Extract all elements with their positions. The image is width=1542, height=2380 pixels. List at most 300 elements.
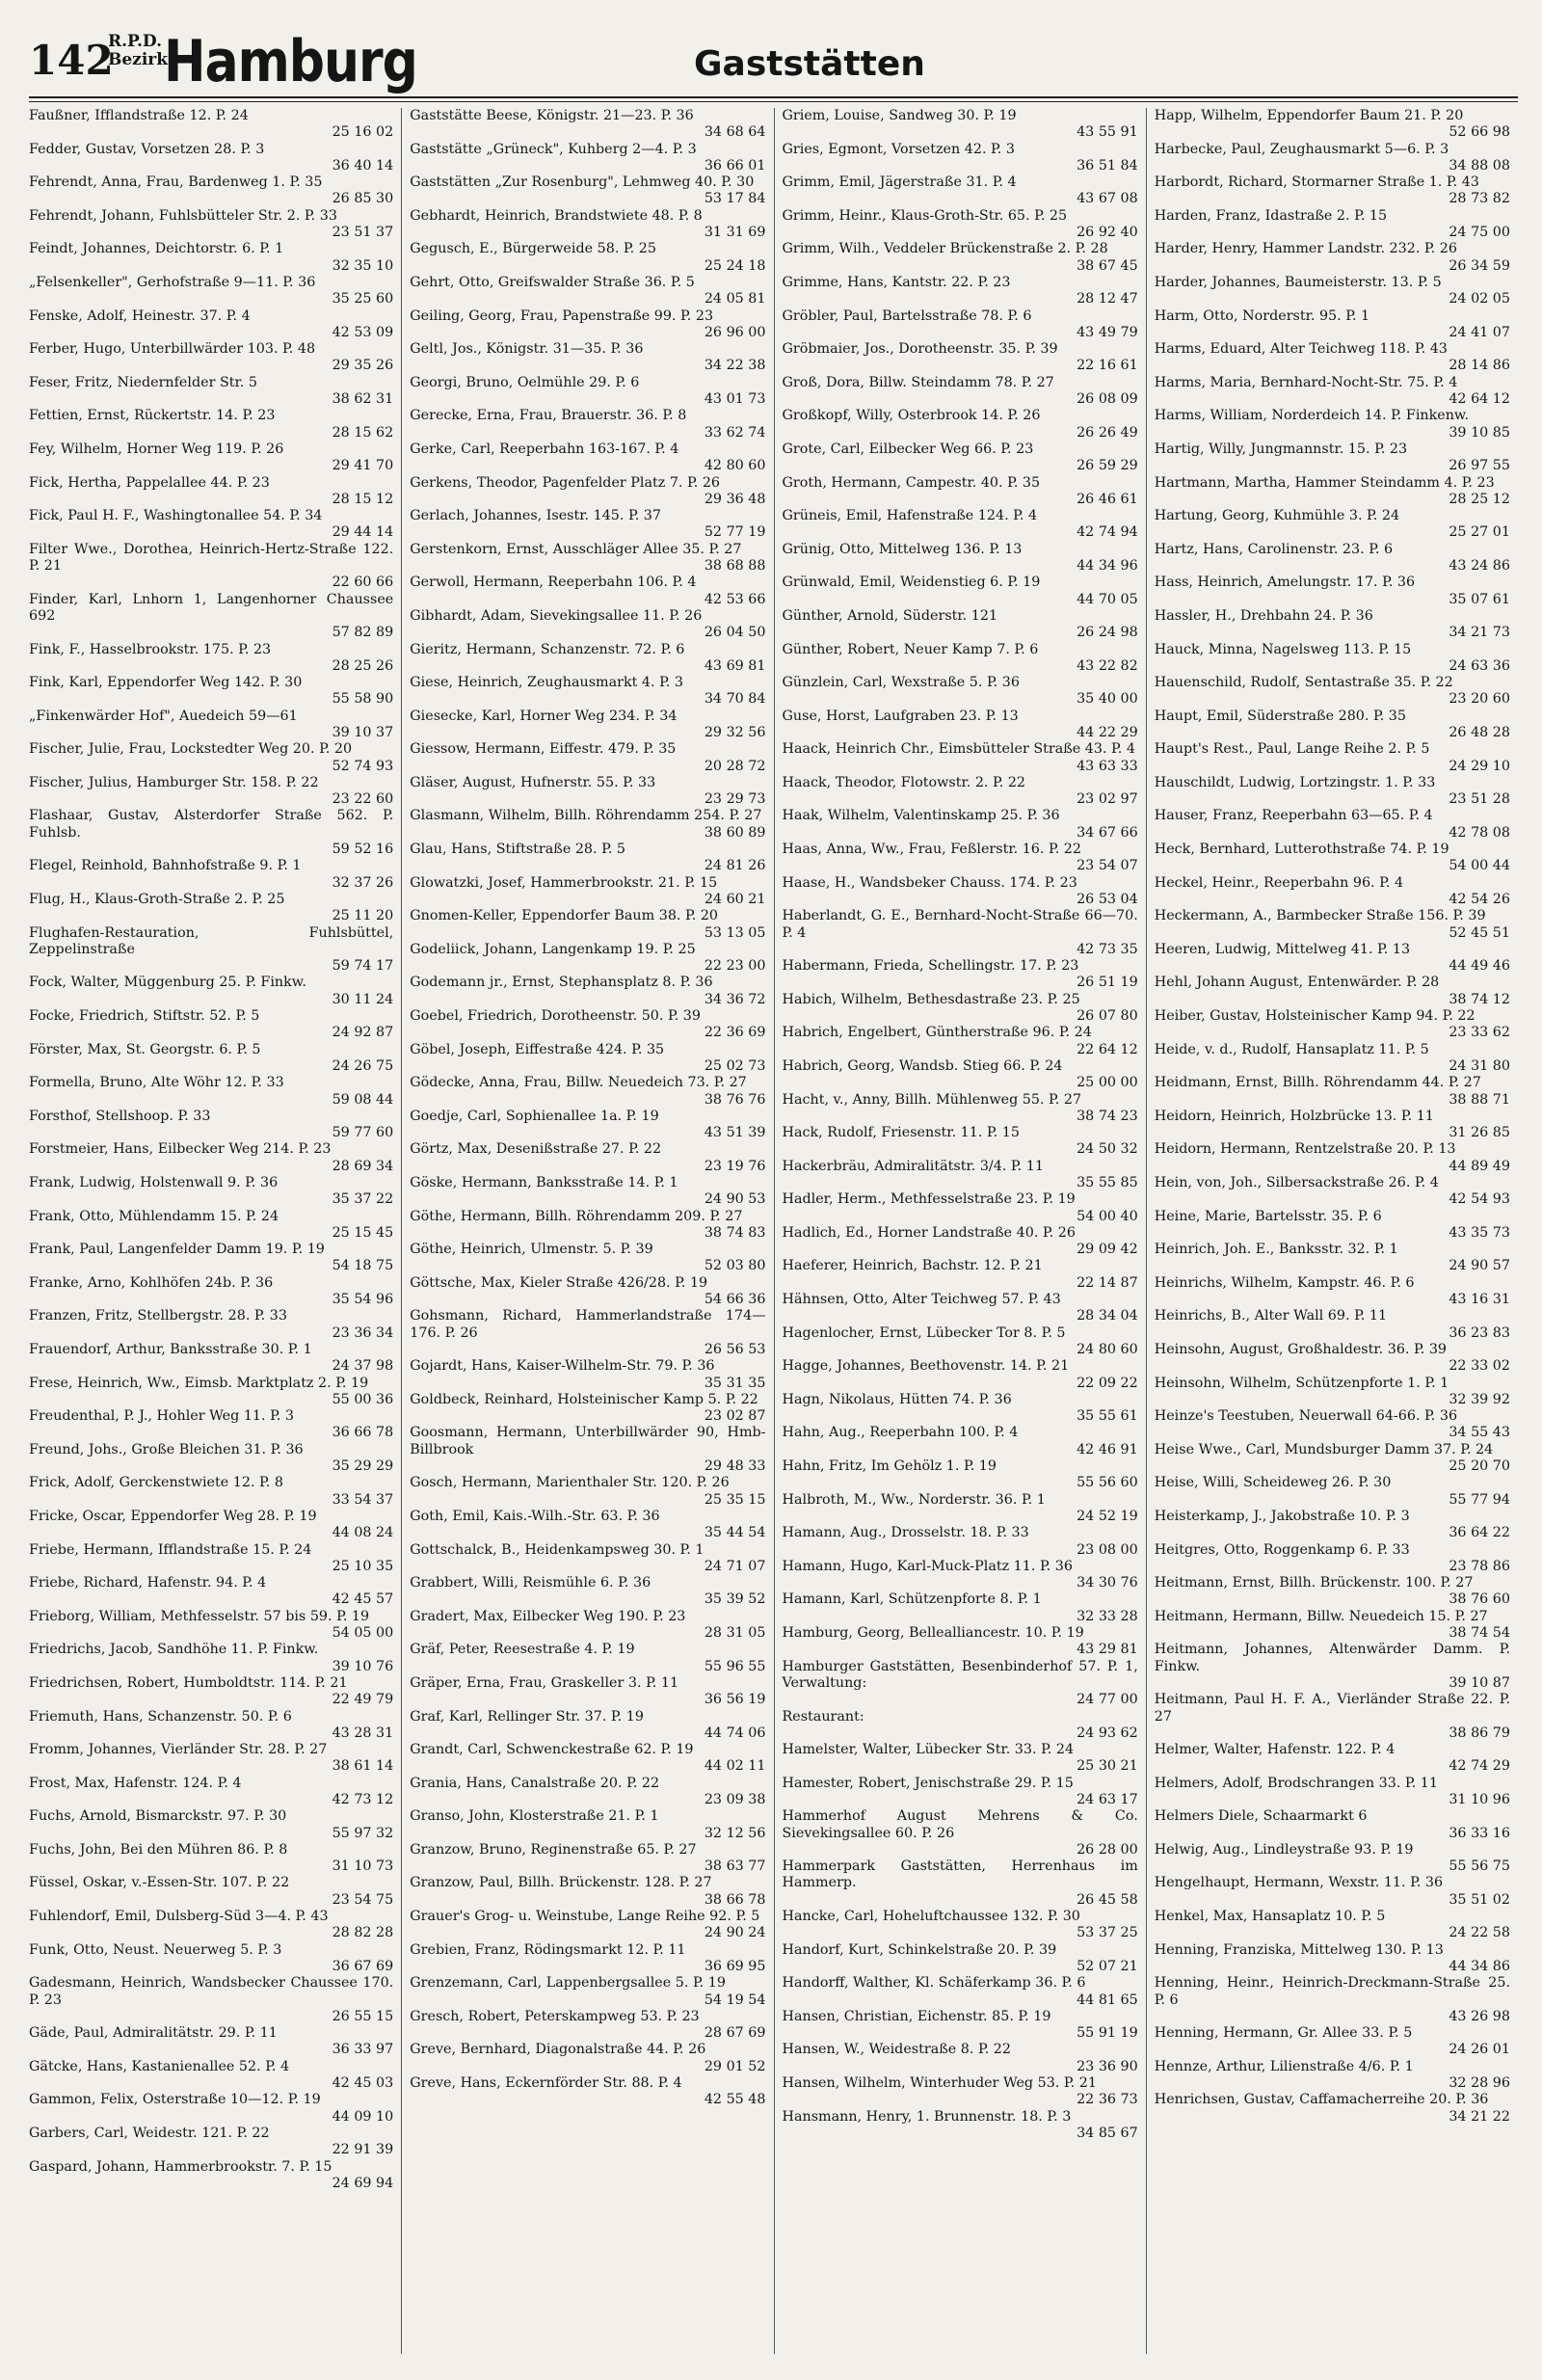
directory-entry: [410, 709, 765, 742]
directory-entry: [783, 1159, 1138, 1192]
entry-phone: 36 40 14: [332, 157, 394, 174]
directory-entry: [29, 2126, 393, 2159]
entry-phone: 31 26 85: [1449, 1125, 1510, 1141]
entry-text: Gaststätte Beese, Königstr. 21—23. P. 36: [410, 108, 694, 123]
directory-entry: [1155, 208, 1510, 242]
entry-text: Heinrichs, B., Alter Wall 69. P. 11: [1154, 1308, 1388, 1324]
entry-text: Grote, Carl, Eilbecker Weg 66. P. 23: [782, 441, 1034, 457]
directory-entry: [1155, 375, 1510, 409]
entry-phone: 43 28 31: [332, 1725, 394, 1741]
entry-phone: 22 60 66: [332, 575, 394, 591]
city-title: Hamburg: [164, 29, 417, 95]
entry-phone: 25 27 01: [1449, 524, 1510, 541]
directory-entry: [410, 1209, 765, 1243]
entry-phone: 42 45 03: [332, 2075, 394, 2092]
entry-phone: 23 22 60: [332, 791, 394, 808]
entry-text: Günzlein, Carl, Wexstraße 5. P. 36: [782, 675, 1020, 691]
directory-entry: [410, 575, 765, 608]
entry-phone: 44 34 86: [1449, 1958, 1510, 1974]
entry-phone: 59 77 60: [332, 1125, 394, 1141]
directory-entry: [410, 1575, 765, 1609]
entry-phone: 31 31 69: [704, 225, 766, 241]
directory-entry: [410, 1709, 765, 1743]
entry-text: Hauschildt, Ludwig, Lortzingstr. 1. P. 33: [1154, 774, 1436, 790]
column-1: [29, 108, 401, 2354]
entry-phone: 24 05 81: [704, 291, 766, 308]
entry-text: Haas, Anna, Ww., Frau, Feßlerstr. 16. P. 22: [782, 842, 1081, 858]
directory-entry: [783, 675, 1138, 709]
entry-phone: 26 45 58: [1077, 1891, 1138, 1908]
directory-entry: [29, 642, 393, 676]
directory-entry: [783, 1942, 1138, 1976]
entry-phone: 23 20 60: [1449, 691, 1510, 708]
entry-phone: 44 49 46: [1449, 958, 1510, 975]
entry-phone: 34 30 76: [1077, 1575, 1138, 1591]
entry-text: Hamburger Gaststätten, Besenbinderhof 57. P. 1, Verwaltung:: [782, 1658, 1138, 1691]
entry-phone: 35 40 00: [1077, 691, 1138, 708]
entry-text: Goosmann, Hermann, Unterbillwärder 90, Hmb-Billbrook: [410, 1425, 766, 1457]
entry-text: Giesecke, Karl, Horner Weg 234. P. 34: [410, 708, 678, 724]
directory-entry: [783, 1625, 1138, 1659]
directory-entry: [410, 1609, 765, 1643]
directory-entry: [1155, 908, 1510, 942]
entry-text: Heitmann, Ernst, Billh. Brückenstr. 100. P. 27: [1154, 1575, 1474, 1591]
directory-entry: [29, 1509, 393, 1542]
entry-phone: 35 51 02: [1449, 1891, 1510, 1908]
directory-entry: [410, 241, 765, 275]
entry-phone: 36 33 16: [1449, 1825, 1510, 1841]
entry-text: Göske, Hermann, Banksstraße 14. P. 1: [410, 1175, 678, 1190]
directory-entry: [29, 1109, 393, 1142]
directory-entry: [410, 542, 765, 575]
entry-phone: 38 74 54: [1449, 1625, 1510, 1642]
entry-phone: 36 51 84: [1077, 157, 1138, 174]
entry-phone: 44 70 05: [1077, 591, 1138, 607]
entry-text: Habich, Wilhelm, Bethesdastraße 23. P. 25: [782, 991, 1080, 1007]
directory-entry: [410, 174, 765, 208]
entry-text: Grimm, Heinr., Klaus-Groth-Str. 65. P. 25: [782, 207, 1068, 224]
directory-entry: [410, 1109, 765, 1142]
entry-text: Gehrt, Otto, Greifswalder Straße 36. P. 5: [410, 274, 695, 290]
entry-text: Gräf, Peter, Reesestraße 4. P. 19: [410, 1642, 635, 1658]
entry-text: Gohsmann, Richard, Hammerlandstraße 174—176. P. 26: [410, 1308, 766, 1341]
entry-text: Hacht, v., Anny, Billh. Mühlenweg 55. P. 27: [782, 1091, 1082, 1108]
entry-text: Frost, Max, Hafenstr. 124. P. 4: [29, 1775, 242, 1791]
entry-phone: 29 44 14: [332, 524, 394, 541]
entry-phone: 34 21 22: [1449, 2108, 1510, 2125]
entry-text: Goedje, Carl, Sophienallee 1a. P. 19: [410, 1108, 659, 1124]
directory-entry: [410, 875, 765, 909]
entry-phone: 25 10 35: [332, 1558, 394, 1574]
entry-text: Gradert, Max, Eilbecker Weg 190. P. 23: [410, 1608, 686, 1624]
entry-text: Freund, Johs., Große Bleichen 31. P. 36: [29, 1441, 304, 1457]
entry-text: Grimme, Hans, Kantstr. 22. P. 23: [782, 274, 1011, 290]
entry-text: Helmer, Walter, Hafenstr. 122. P. 4: [1154, 1742, 1396, 1758]
entry-text: Gödecke, Anna, Frau, Billw. Neuedeich 73. P. 27: [410, 1075, 747, 1091]
entry-text: Handorff, Walther, Kl. Schäferkamp 36. P. 6: [782, 1975, 1086, 1992]
directory-entry: [410, 741, 765, 775]
entry-phone: 44 02 11: [704, 1758, 766, 1775]
entry-phone: 42 45 57: [332, 1591, 394, 1608]
entry-text: Restaurant:: [782, 1708, 864, 1725]
entry-phone: 44 81 65: [1077, 1992, 1138, 2008]
entry-text: Heise Wwe., Carl, Mundsburger Damm 37. P. 24: [1154, 1441, 1494, 1457]
directory-entry: [29, 892, 393, 925]
entry-text: Guse, Horst, Laufgraben 23. P. 13: [782, 708, 1019, 724]
directory-entry: [783, 2009, 1138, 2043]
entry-text: Hamelster, Walter, Lübecker Str. 33. P. 24: [782, 1742, 1075, 1758]
column-3: [774, 108, 1146, 2354]
entry-text: Hamann, Hugo, Karl-Muck-Platz 11. P. 36: [782, 1558, 1073, 1574]
entry-text: Gäde, Paul, Admiralitätstr. 29. P. 11: [29, 2025, 278, 2042]
entry-text: Hansen, Wilhelm, Winterhuder Weg 53. P. 21: [782, 2075, 1097, 2092]
entry-phone: 25 15 45: [332, 1224, 394, 1241]
directory-entry: [783, 1025, 1138, 1058]
entry-phone: 23 08 00: [1077, 1541, 1138, 1558]
entry-text: Focke, Friedrich, Stiftstr. 52. P. 5: [29, 1008, 260, 1025]
entry-phone: 26 34 59: [1449, 257, 1510, 274]
entry-phone: 24 50 32: [1077, 1141, 1138, 1158]
entry-text: Großkopf, Willy, Osterbrook 14. P. 26: [782, 408, 1041, 424]
entry-text: Haupt, Emil, Süderstraße 280. P. 35: [1154, 708, 1406, 724]
entry-text: Harms, Maria, Bernhard-Nocht-Str. 75. P. 4: [1154, 374, 1458, 390]
entry-text: Goth, Emil, Kais.-Wilh.-Str. 63. P. 36: [410, 1508, 660, 1524]
directory-entry: [1155, 241, 1510, 275]
entry-phone: 38 68 88: [704, 558, 766, 575]
entry-text: Gerstenkorn, Ernst, Ausschläger Allee 35. P. 27: [410, 541, 742, 557]
entry-phone: 54 19 54: [704, 1992, 766, 2008]
directory-entry: [410, 108, 765, 142]
entry-phone: 26 04 50: [704, 625, 766, 641]
directory-entry: [29, 1042, 393, 1076]
entry-text: Grenzemann, Carl, Lappenbergsallee 5. P. 19: [410, 1975, 726, 1992]
directory-entry: [1155, 1376, 1510, 1409]
entry-phone: 44 09 10: [332, 2108, 394, 2125]
directory-entry: [783, 875, 1138, 909]
directory-entry: [783, 341, 1138, 375]
entry-text: Glowatzki, Josef, Hammerbrookstr. 21. P. 15: [410, 874, 718, 891]
entry-text: Hauck, Minna, Nagelsweg 113. P. 15: [1154, 641, 1412, 657]
directory-entry: [783, 1859, 1138, 1909]
entry-text: Giese, Heinrich, Zeughausmarkt 4. P. 3: [410, 675, 684, 691]
directory-entry: [29, 408, 393, 441]
entry-phone: 23 54 07: [1077, 858, 1138, 874]
entry-phone: 29 36 48: [704, 491, 766, 507]
directory-entry: [29, 308, 393, 342]
entry-text: Fuhlendorf, Emil, Dulsberg-Süd 3—4. P. 43: [29, 1909, 329, 1925]
entry-text: Gätcke, Hans, Kastanienallee 52. P. 4: [29, 2058, 290, 2074]
entry-text: Füssel, Oskar, v.-Essen-Str. 107. P. 22: [29, 1875, 290, 1891]
entry-text: Happ, Wilhelm, Eppendorfer Baum 21. P. 20: [1154, 108, 1464, 123]
entry-text: Hansen, W., Weidestraße 8. P. 22: [782, 2042, 1011, 2058]
directory-entry: [783, 1058, 1138, 1092]
entry-phone: 28 25 12: [1449, 491, 1510, 507]
entry-phone: 24 26 75: [332, 1057, 394, 1074]
entry-text: Goldbeck, Reinhard, Holsteinischer Kamp 5. P. 22: [410, 1391, 758, 1407]
entry-text: Gläser, August, Hufnerstr. 55. P. 33: [410, 774, 656, 790]
directory-entry: [783, 958, 1138, 992]
entry-text: Hancke, Carl, Hoheluftchaussee 132. P. 30: [782, 1909, 1080, 1925]
entry-text: Habrich, Engelbert, Güntherstraße 96. P. 24: [782, 1025, 1092, 1041]
directory-entry: [29, 475, 393, 509]
entry-phone: 28 15 62: [332, 424, 394, 441]
entry-phone: 24 63 36: [1449, 657, 1510, 674]
directory-entry: [783, 1975, 1138, 2009]
entry-text: Granso, John, Klosterstraße 21. P. 1: [410, 1808, 659, 1825]
entry-phone: 38 88 71: [1449, 1091, 1510, 1108]
entry-text: Griem, Louise, Sandweg 30. P. 19: [782, 108, 1017, 123]
directory-entry: [410, 1008, 765, 1042]
entry-text: Hauser, Franz, Reeperbahn 63—65. P. 4: [1154, 808, 1433, 824]
directory-entry: [1155, 1542, 1510, 1576]
entry-text: Grimm, Emil, Jägerstraße 31. P. 4: [782, 174, 1017, 191]
entry-phone: 38 60 89: [704, 824, 766, 841]
entry-phone: 34 68 64: [704, 124, 766, 141]
entry-phone: 23 54 75: [332, 1891, 394, 1908]
entry-text: Harms, William, Norderdeich 14. P. Finkenw.: [1154, 408, 1470, 424]
entry-text: Hartz, Hans, Carolinenstr. 23. P. 6: [1154, 541, 1394, 557]
directory-entry: [1155, 709, 1510, 742]
entry-text: Harder, Johannes, Baumeisterstr. 13. P. 5: [1154, 274, 1442, 290]
directory-entry: [783, 208, 1138, 242]
entry-phone: 34 21 73: [1449, 625, 1510, 641]
entry-phone: 28 73 82: [1449, 191, 1510, 207]
directory-entry: [1155, 675, 1510, 709]
entry-phone: 38 67 45: [1077, 257, 1138, 274]
entry-phone: 24 77 00: [1077, 1692, 1138, 1708]
entry-text: Gerkens, Theodor, Pagenfelder Platz 7. P. 26: [410, 474, 721, 491]
directory-entry: [410, 1975, 765, 2009]
entry-text: Forsthof, Stellshoop. P. 33: [29, 1108, 211, 1124]
entry-text: Grebien, Franz, Rödingsmarkt 12. P. 11: [410, 1941, 686, 1958]
entry-text: Gibhardt, Adam, Sievekingsallee 11. P. 26: [410, 607, 703, 624]
directory-entry: [29, 1909, 393, 1942]
entry-text: Hartung, Georg, Kuhmühle 3. P. 24: [1154, 508, 1400, 524]
directory-entry: [783, 275, 1138, 308]
entry-phone: 44 22 29: [1077, 724, 1138, 740]
entry-phone: 39 10 76: [332, 1658, 394, 1674]
directory-entry: [1155, 2059, 1510, 2093]
entry-phone: 38 66 78: [704, 1891, 766, 1908]
entry-text: Heinrich, Joh. E., Banksstr. 32. P. 1: [1154, 1242, 1398, 1258]
directory-entry: [410, 1042, 765, 1076]
entry-text: Henrichsen, Gustav, Caffamacherreihe 20. P. 36: [1154, 2092, 1489, 2108]
entry-text: Flughafen-Restauration, Fuhlsbüttel, Zeppelinstraße: [29, 924, 394, 957]
entry-text: Gosch, Hermann, Marienthaler Str. 120. P. 26: [410, 1475, 730, 1491]
entry-text: Hagn, Nikolaus, Hütten 74. P. 36: [782, 1391, 1012, 1407]
entry-text: „Finkenwärder Hof", Auedeich 59—61: [29, 708, 298, 724]
entry-phone: 24 41 07: [1449, 324, 1510, 340]
directory-entry: [29, 1709, 393, 1743]
directory-entry: [783, 1425, 1138, 1458]
directory-entry: [783, 709, 1138, 742]
directory-entry: [29, 1575, 393, 1609]
directory-entry: [783, 2075, 1138, 2109]
entry-phone: 28 25 26: [332, 657, 394, 674]
directory-entry: [1155, 1141, 1510, 1175]
entry-text: Haeferer, Heinrich, Bachstr. 12. P. 21: [782, 1258, 1043, 1274]
entry-text: Görtz, Max, Desenißstraße 27. P. 22: [410, 1141, 662, 1158]
region-line-1: R.P.D.: [108, 32, 162, 51]
directory-entry: [783, 1659, 1138, 1709]
directory-entry: [1155, 1609, 1510, 1643]
directory-entry: [1155, 341, 1510, 375]
entry-text: Heine, Marie, Bartelsstr. 35. P. 6: [1154, 1208, 1382, 1224]
entry-phone: 26 28 00: [1077, 1841, 1138, 1858]
entry-text: Heitgres, Otto, Roggenkamp 6. P. 33: [1154, 1541, 1410, 1558]
directory-entry: [29, 1942, 393, 1976]
entry-phone: 43 35 73: [1449, 1224, 1510, 1241]
entry-text: Fettien, Ernst, Rückertstr. 14. P. 23: [29, 408, 276, 424]
entry-text: Günther, Robert, Neuer Kamp 7. P. 6: [782, 641, 1039, 657]
entry-phone: 24 37 98: [332, 1358, 394, 1375]
directory-entry: [783, 174, 1138, 208]
entry-text: Helwig, Aug., Lindleystraße 93. P. 19: [1154, 1841, 1414, 1858]
directory-entry: [783, 608, 1138, 642]
directory-entry: [1155, 1776, 1510, 1809]
directory-entry: [783, 1458, 1138, 1492]
entry-phone: 43 29 81: [1077, 1642, 1138, 1658]
entry-text: Hadlich, Ed., Horner Landstraße 40. P. 26: [782, 1224, 1076, 1241]
directory-entry: [783, 508, 1138, 542]
entry-phone: 42 80 60: [704, 458, 766, 474]
entry-phone: 38 86 79: [1449, 1725, 1510, 1741]
entry-text: Hahn, Fritz, Im Gehölz 1. P. 19: [782, 1458, 997, 1475]
entry-phone: 32 33 28: [1077, 1608, 1138, 1624]
directory-entry: [1155, 842, 1510, 875]
entry-text: Harden, Franz, Idastraße 2. P. 15: [1154, 207, 1388, 224]
entry-phone: 42 54 93: [1449, 1191, 1510, 1208]
entry-phone: 28 67 69: [704, 2025, 766, 2042]
entry-text: Handorf, Kurt, Schinkelstraße 20. P. 39: [782, 1941, 1057, 1958]
entry-phone: 22 49 79: [332, 1692, 394, 1708]
entry-text: Frank, Otto, Mühlendamm 15. P. 24: [29, 1208, 279, 1224]
entry-text: Fick, Paul H. F., Washingtonallee 54. P. 34: [29, 508, 323, 524]
entry-phone: 38 76 76: [704, 1091, 766, 1108]
directory-entry: [1155, 1175, 1510, 1209]
entry-text: Harms, Eduard, Alter Teichweg 118. P. 43: [1154, 341, 1448, 358]
entry-phone: 25 16 02: [332, 124, 394, 141]
entry-phone: 36 56 19: [704, 1692, 766, 1708]
directory-entry: [29, 375, 393, 409]
entry-phone: 22 91 39: [332, 2142, 394, 2158]
entry-phone: 28 31 05: [704, 1625, 766, 1642]
directory-entry: [410, 208, 765, 242]
entry-text: Harbecke, Paul, Zeughausmarkt 5—6. P. 3: [1154, 141, 1449, 157]
entry-phone: 24 63 17: [1077, 1791, 1138, 1807]
directory-entry: [410, 508, 765, 542]
entry-phone: 55 00 36: [332, 1391, 394, 1407]
entry-phone: 26 46 61: [1077, 491, 1138, 507]
entry-text: Hadler, Herm., Methfesselstraße 23. P. 19: [782, 1191, 1076, 1208]
entry-phone: 24 90 53: [704, 1191, 766, 1208]
directory-entry: [410, 1875, 765, 1909]
directory-entry: [410, 1425, 765, 1475]
entry-phone: 44 89 49: [1449, 1158, 1510, 1174]
directory-entry: [1155, 775, 1510, 809]
directory-entry: [1155, 275, 1510, 308]
entry-text: Henning, Heinr., Heinrich-Dreckmann-Straße 25. P. 6: [1154, 1975, 1510, 2008]
directory-entry: [29, 775, 393, 809]
entry-phone: 36 64 22: [1449, 1525, 1510, 1541]
directory-entry: [29, 592, 393, 642]
directory-entry: [1155, 542, 1510, 575]
entry-phone: 26 59 29: [1077, 458, 1138, 474]
entry-phone: 35 39 52: [704, 1591, 766, 1608]
entry-text: Feindt, Johannes, Deichtorstr. 6. P. 1: [29, 241, 284, 257]
directory-entry: [783, 1325, 1138, 1359]
entry-phone: 34 70 84: [704, 691, 766, 708]
entry-text: Flug, H., Klaus-Groth-Straße 2. P. 25: [29, 891, 285, 907]
entry-phone: 55 96 55: [704, 1658, 766, 1674]
entry-text: Heck, Bernhard, Lutterothstraße 74. P. 19: [1154, 842, 1449, 858]
directory-entry: [783, 775, 1138, 809]
directory-entry: [29, 174, 393, 208]
entry-text: Frick, Adolf, Gerckenstwiete 12. P. 8: [29, 1475, 283, 1491]
entry-text: Gebhardt, Heinrich, Brandstwiete 48. P. 8: [410, 207, 703, 224]
entry-phone: 34 67 66: [1077, 824, 1138, 841]
entry-phone: 54 18 75: [332, 1258, 394, 1274]
directory-entry: [410, 1358, 765, 1392]
entry-phone: 42 64 12: [1449, 391, 1510, 408]
entry-text: Giessow, Hermann, Eiffestr. 479. P. 35: [410, 741, 677, 758]
directory-entry: [783, 1125, 1138, 1159]
entry-phone: 30 11 24: [332, 991, 394, 1007]
entry-phone: 55 91 19: [1077, 2025, 1138, 2042]
entry-phone: 43 22 82: [1077, 657, 1138, 674]
entry-phone: 32 35 10: [332, 257, 394, 274]
entry-phone: 38 74 83: [704, 1224, 766, 1241]
directory-entry: [1155, 1008, 1510, 1042]
entry-phone: 43 69 81: [704, 657, 766, 674]
entry-text: Gadesmann, Heinrich, Wandsbecker Chaussee 170. P. 23: [29, 1975, 394, 2008]
entry-text: Greve, Hans, Eckernförder Str. 88. P. 4: [410, 2075, 682, 2092]
entry-phone: 24 75 00: [1449, 225, 1510, 241]
directory-entry: [1155, 1209, 1510, 1243]
entry-phone: 23 29 73: [704, 791, 766, 808]
entry-text: Habermann, Frieda, Schellingstr. 17. P. 23: [782, 958, 1079, 975]
entry-text: Fischer, Julie, Frau, Lockstedter Weg 20. P. 20: [29, 741, 353, 758]
entry-phone: 53 13 05: [704, 924, 766, 941]
entry-text: Greve, Bernhard, Diagonalstraße 44. P. 26: [410, 2042, 706, 2058]
entry-text: Heinsohn, Wilhelm, Schützenpforte 1. P. 1: [1154, 1375, 1449, 1391]
entry-phone: 25 11 20: [332, 908, 394, 924]
entry-text: Geiling, Georg, Frau, Papenstraße 99. P. 23: [410, 308, 714, 324]
directory-entry: [410, 2075, 765, 2109]
entry-text: Fricke, Oscar, Eppendorfer Weg 28. P. 19: [29, 1508, 317, 1524]
directory-entry: [29, 241, 393, 275]
column-4: [1146, 108, 1518, 2354]
entry-text: Hein, von, Joh., Silbersackstraße 26. P. 4: [1154, 1175, 1439, 1190]
entry-text: Hack, Rudolf, Friesenstr. 11. P. 15: [782, 1125, 1020, 1141]
entry-text: Grüneis, Emil, Hafenstraße 124. P. 4: [782, 508, 1038, 524]
directory-entry: [410, 275, 765, 308]
directory-entry: [410, 642, 765, 676]
directory-entry: [783, 575, 1138, 608]
directory-entry: [1155, 408, 1510, 441]
entry-text: Hamester, Robert, Jenischstraße 29. P. 15: [782, 1775, 1074, 1791]
directory-entry: [1155, 875, 1510, 909]
directory-entry: [783, 1525, 1138, 1559]
directory-entry: [1155, 1909, 1510, 1942]
entry-phone: 43 16 31: [1449, 1292, 1510, 1308]
entry-text: Fehrendt, Johann, Fuhlsbütteler Str. 2. P. 33: [29, 207, 337, 224]
directory-entry: [29, 1275, 393, 1309]
entry-text: Heidorn, Heinrich, Holzbrücke 13. P. 11: [1154, 1108, 1434, 1124]
directory-entry: [783, 241, 1138, 275]
entry-text: Heidmann, Ernst, Billh. Röhrendamm 44. P. 27: [1154, 1075, 1481, 1091]
directory-entry: [1155, 1942, 1510, 1976]
